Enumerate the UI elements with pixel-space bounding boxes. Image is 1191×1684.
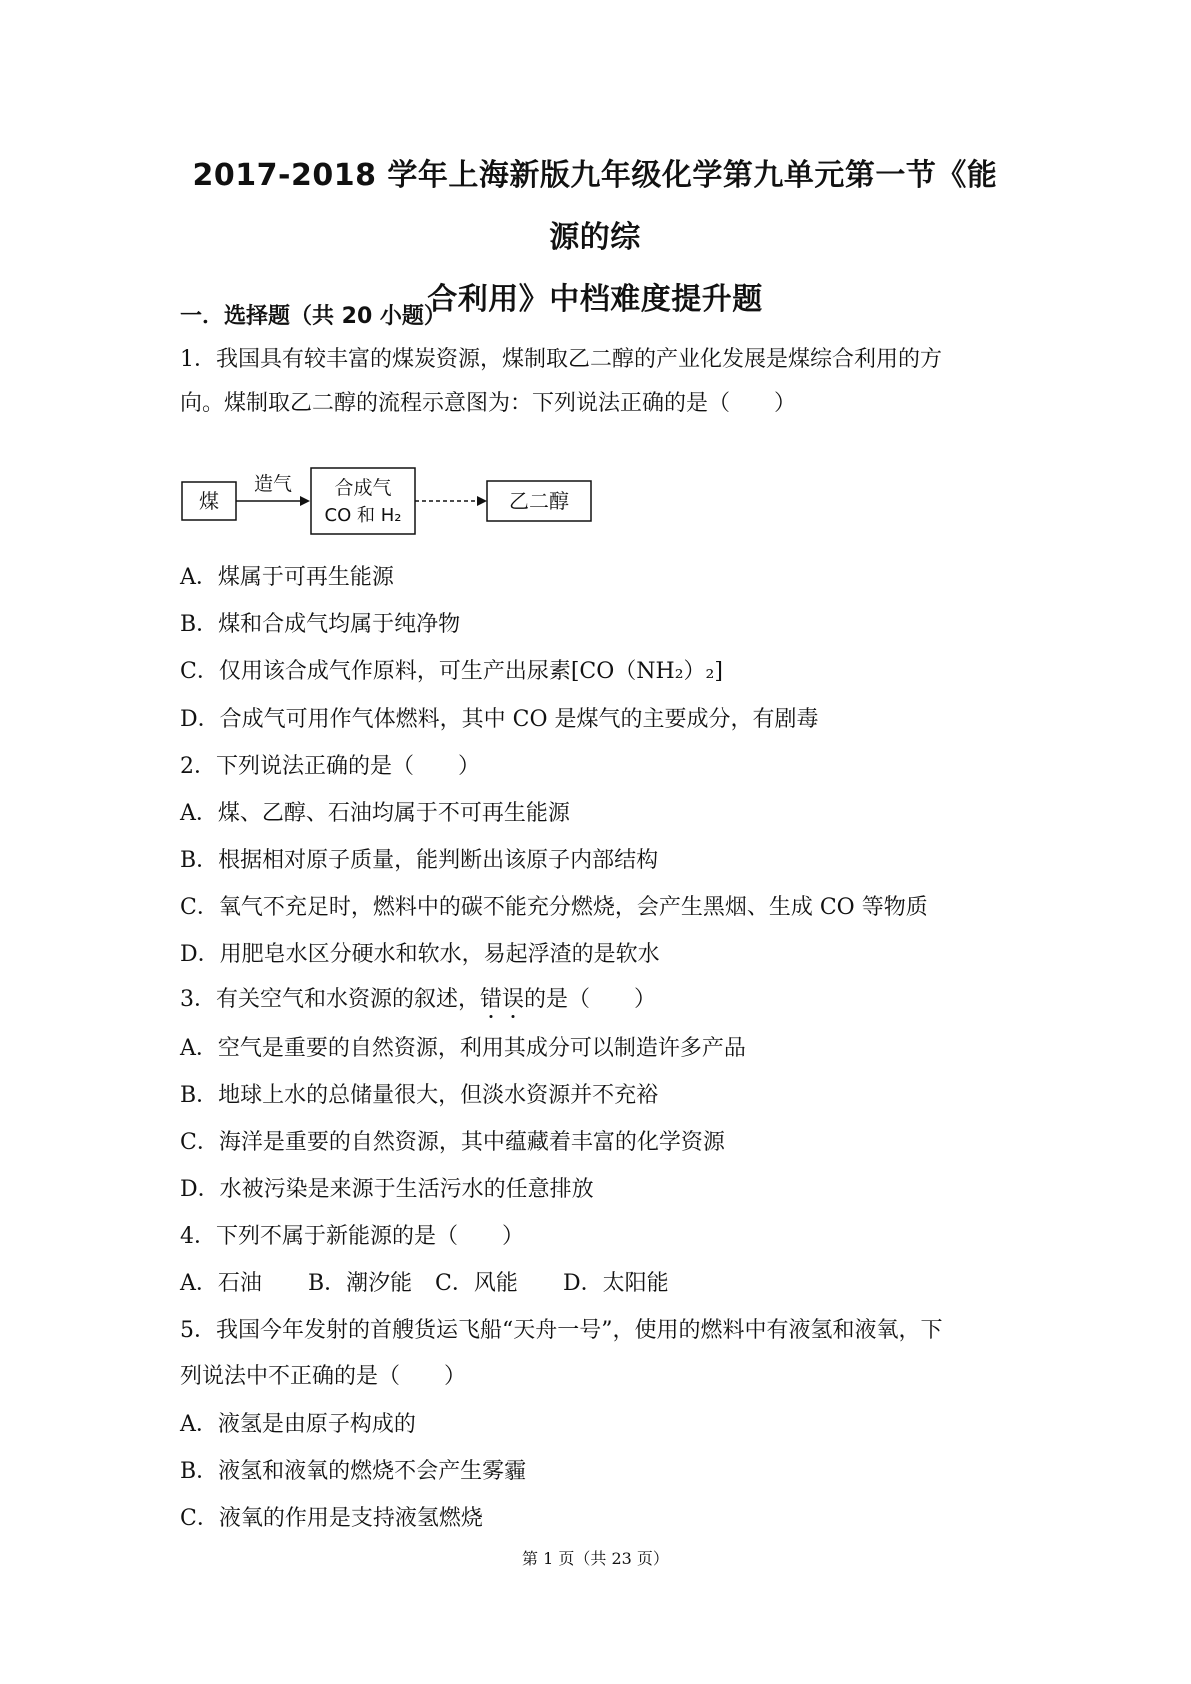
q3-option-a: A．空气是重要的自然资源，利用其成分可以制造许多产品 (180, 1036, 746, 1061)
q5-stem-line-1: 5．我国今年发射的首艘货运飞船“天舟一号”，使用的燃料中有液氢和液氧，下 (180, 1318, 943, 1343)
q3-stem (180, 985, 1020, 1015)
q2-option-c: C．氧气不充足时，燃料中的碳不能充分燃烧，会产生黑烟、生成 CO 等物质 (180, 895, 928, 920)
q2-option-d: D．用肥皂水区分硬水和软水，易起浮渣的是软水 (180, 942, 660, 967)
q4-stem: 4．下列不属于新能源的是（ ） (180, 1224, 524, 1249)
q3-option-d: D．水被污染是来源于生活污水的任意排放 (180, 1177, 594, 1202)
q3-stem-post: 的是（ ） (524, 987, 657, 1012)
q5-option-a: A．液氢是由原子构成的 (180, 1412, 416, 1437)
q4-option-a: A．石油 (180, 1271, 262, 1296)
q2-option-b: B．根据相对原子质量，能判断出该原子内部结构 (180, 848, 659, 873)
q3-emphasis-char-2: 误 (502, 987, 525, 1012)
q3-option-c: C．海洋是重要的自然资源，其中蕴藏着丰富的化学资源 (180, 1130, 725, 1155)
q1-option-c: C．仅用该合成气作原料，可生产出尿素[CO（NH₂）₂] (180, 659, 723, 684)
q1-stem-line-1: 1．我国具有较丰富的煤炭资源，煤制取乙二醇的产业化发展是煤综合利用的方 (180, 347, 942, 372)
q4-options-row (180, 1269, 1020, 1299)
q5-stem-line-2: 列说法中不正确的是（ ） (180, 1364, 467, 1389)
title-line-1: 2017-2018 学年上海新版九年级化学第九单元第一节《能源的综 (192, 158, 998, 255)
flow-box-syngas-line-2: CO 和 H₂ (324, 505, 402, 526)
q3-emphasis-char-1: 错 (480, 987, 503, 1012)
q4-option-c: C．风能 (435, 1271, 518, 1296)
flow-box-syngas-line-1: 合成气 (334, 477, 392, 499)
flow-box-glycol-label: 乙二醇 (509, 489, 569, 513)
q1-option-d: D．合成气可用作气体燃料，其中 CO 是煤气的主要成分，有剧毒 (180, 707, 819, 732)
flow-arrowhead-1 (300, 496, 310, 506)
flow-arrowhead-2 (477, 496, 487, 506)
q5-option-b: B．液氢和液氧的燃烧不会产生雾霾 (180, 1459, 527, 1484)
q1-stem-line-2: 向。煤制取乙二醇的流程示意图为：下列说法正确的是（ ） (180, 391, 797, 416)
q1-option-a: A．煤属于可再生能源 (180, 565, 394, 590)
q2-option-a: A．煤、乙醇、石油均属于不可再生能源 (180, 801, 570, 826)
q3-option-b: B．地球上水的总储量很大，但淡水资源并不充裕 (180, 1083, 659, 1108)
q4-option-d: D．太阳能 (563, 1271, 669, 1296)
flow-diagram (180, 466, 630, 546)
q2-stem: 2．下列说法正确的是（ ） (180, 754, 480, 779)
title-line-2: 合利用》中档难度提升题 (427, 282, 763, 317)
flow-box-coal-label: 煤 (199, 489, 219, 513)
q3-stem-pre: 3．有关空气和水资源的叙述， (180, 987, 480, 1012)
flow-arrow-label: 造气 (253, 473, 293, 495)
q1-option-b: B．煤和合成气均属于纯净物 (180, 612, 461, 637)
page-footer: 第 1 页（共 23 页） (522, 1549, 669, 1568)
q5-option-c: C．液氧的作用是支持液氢燃烧 (180, 1506, 483, 1531)
q4-option-b: B．潮汐能 (308, 1271, 413, 1296)
section-heading: 一．选择题（共 20 小题） (180, 304, 446, 329)
